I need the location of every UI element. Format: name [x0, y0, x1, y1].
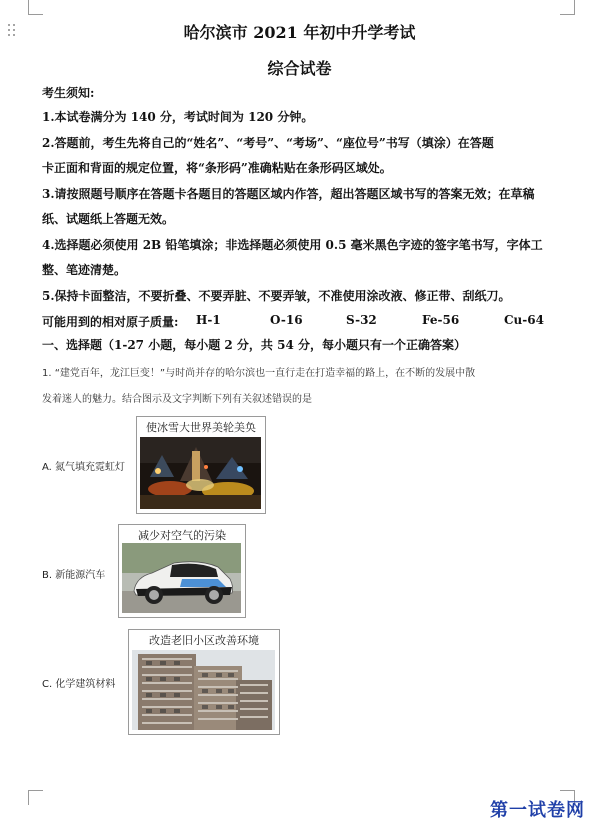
instruction-line: 卡正面和背面的规定位置，将“条形码”准确粘贴在条形码区域处。	[42, 161, 392, 175]
option-c-label: C. 化学建筑材料	[42, 679, 116, 690]
site-watermark: 第一试卷网	[490, 800, 585, 821]
option-b-figure	[118, 524, 246, 618]
instruction-line: 4.选择题必须使用 2B 铅笔填涂；非选择题必须使用 0.5 毫米黑色字迹的签字笔书写，字体工	[42, 238, 543, 252]
atomic-mass-label: 可能用到的相对原子质量:	[42, 315, 179, 329]
exam-title: 哈尔滨市 2021 年初中升学考试	[183, 23, 416, 42]
atomic-mass-cu: Cu-64	[504, 313, 544, 327]
instructions-heading: 考生须知:	[42, 86, 95, 100]
option-a-label: A. 氮气填充霓虹灯	[42, 462, 126, 473]
atomic-mass-h: H-1	[196, 313, 221, 327]
instruction-line: 3.请按照题号顺序在答题卡各题目的答题区域内作答，超出答题区域书写的答案无效；在草稿	[42, 187, 535, 201]
instruction-line: 纸、试题纸上答题无效。	[42, 212, 175, 226]
ice-festival-photo	[140, 437, 261, 509]
apartment-buildings-photo	[132, 650, 275, 730]
atomic-mass-s: S-32	[346, 313, 377, 327]
option-b-label: B. 新能源汽车	[42, 570, 106, 581]
instruction-line: 5.保持卡面整洁，不要折叠、不要弄脏、不要弄皱，不准使用涂改液、修正带、刮纸刀。	[42, 289, 511, 303]
atomic-mass-fe: Fe-56	[422, 313, 460, 327]
option-c-caption: 改造老旧小区改善环境	[149, 634, 259, 647]
option-c-figure	[128, 629, 280, 735]
question-1-stem: 发着迷人的魅力。结合图示及文字判断下列有关叙述错误的是	[42, 394, 312, 405]
exam-subtitle: 综合试卷	[267, 59, 332, 78]
option-a-caption: 使冰雪大世界美轮美奂	[146, 421, 256, 434]
electric-car-photo	[122, 543, 241, 613]
instruction-line: 2.答题前，考生先将自己的“姓名”、“考号”、“考场”、“座位号”书写（填涂）在答题	[42, 136, 494, 150]
option-a-figure	[136, 416, 266, 514]
corner-mark-bottom-left	[28, 790, 43, 805]
instruction-line: 1.本试卷满分为 140 分，考试时间为 120 分钟。	[42, 110, 314, 124]
instruction-line: 整、笔迹清楚。	[42, 263, 127, 277]
corner-mark-top-right	[560, 0, 575, 15]
question-1-stem: 1. “建党百年，龙江巨变！”与时尚并存的哈尔滨也一直行走在打造幸福的路上，在不断的发展中散	[42, 368, 476, 379]
section-title: 一、选择题（1-27 小题，每小题 2 分，共 54 分，每小题只有一个正确答案）	[42, 338, 466, 352]
corner-mark-top-left	[28, 0, 43, 15]
atomic-mass-o: O-16	[270, 313, 303, 327]
option-b-caption: 减少对空气的污染	[138, 529, 226, 542]
